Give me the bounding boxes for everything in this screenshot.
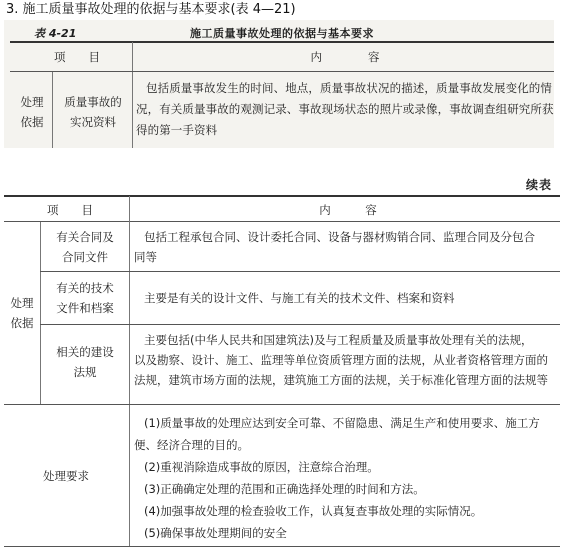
table2-row1-content: 包括工程承包合同、设计委托合同、设备与器材购销合同、监理合同及分包合 同等 <box>134 230 535 264</box>
table1-subcategory: 质量事故的 实况资料 <box>64 95 122 129</box>
section-heading: 3. 施工质量事故处理的依据与基本要求(表 4—21) <box>6 2 296 17</box>
table1-header-content: 内 容 <box>310 50 380 64</box>
table2-row1-subcategory: 有关合同及 合同文件 <box>56 230 114 264</box>
table2-row-rule-3 <box>4 404 560 405</box>
table2-divider-category <box>40 222 41 404</box>
table1-divider-content <box>132 42 133 148</box>
table2-requirements-content: (1)质量事故的处理应达到安全可靠、不留隐患、满足生产和使用要求、施工方 便、经济合理的目的。 (2)重视消除造成事故的原因，注意综合治理。 (3)正确确定处理的范围和正确选择处理的时间和方法。 (4)加强事故处理的检查验收工作，认真复查事故处理的实际情况。 (5)确保事故处理期间的安全 <box>134 416 540 540</box>
table2-header-content: 内 容 <box>319 203 377 217</box>
table2-row-rule-1 <box>40 271 560 272</box>
table2-divider-content <box>129 196 130 546</box>
table2-header-item: 项 目 <box>47 203 93 217</box>
table1-title: 施工质量事故处理的依据与基本要求 <box>190 27 374 40</box>
table2-header-rule <box>4 221 560 222</box>
table2-top-rule <box>4 195 560 197</box>
table2-requirements-label: 处理要求 <box>43 469 89 483</box>
table2-row2-content: 主要是有关的设计文件、与施工有关的技术文件、档案和资料 <box>144 291 455 305</box>
table2-category: 处理 依据 <box>10 296 34 330</box>
table2-row-rule-2 <box>40 324 560 325</box>
table1-header-rule <box>10 71 554 72</box>
table2-row3-content: 主要包括(中华人民共和国建筑法)及与工程质量及质量事故处理有关的法规， 以及勘察、设计、施工、监理等单位资质管理方面的法规，从业者资格管理方面的 法规，建筑市场方面的法规，建筑施工方面的法规，关于标准化管理方面的法规等 <box>134 333 548 387</box>
table1-category: 处理 依据 <box>20 95 44 129</box>
table2-row3-subcategory: 相关的建设 法规 <box>56 345 114 379</box>
table1-top-rule <box>10 41 554 43</box>
table1-header-item: 项 目 <box>54 50 100 64</box>
table1-content: 包括质量事故发生的时间、地点，质量事故状况的描述，质量事故发展变化的情 况，有关质量事故的观测记录、事故现场状态的照片或录像，事故调查组研究所获 得的第一手资料 <box>136 81 554 137</box>
continued-label: 续表 <box>525 178 552 192</box>
table1-number: 表 4-21 <box>34 27 77 40</box>
table2-bottom-rule <box>4 546 560 547</box>
table1-divider-category <box>52 72 53 148</box>
table2-row2-subcategory: 有关的技术 文件和档案 <box>56 281 114 315</box>
